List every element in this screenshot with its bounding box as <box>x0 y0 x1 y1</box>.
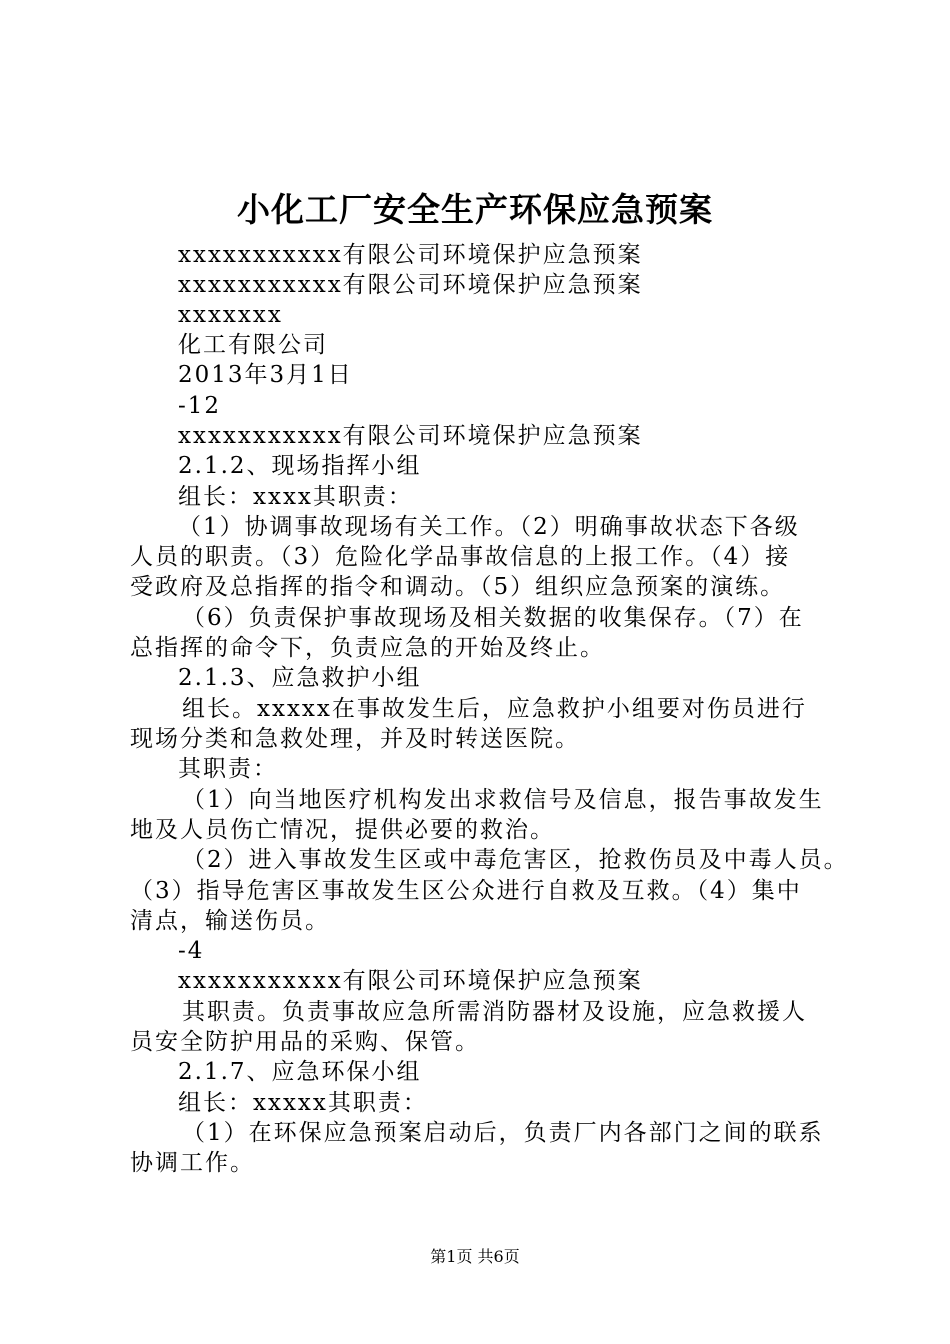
text-line: 组长。xxxxx在事故发生后，应急救护小组要对伤员进行 <box>182 696 807 722</box>
text-line: 组长：xxxx其职责： <box>178 484 413 510</box>
text-line: -4 <box>178 938 205 964</box>
text-line: xxxxxxxxxxx有限公司环境保护应急预案 <box>178 423 643 449</box>
text-line: （1）协调事故现场有关工作。（2）明确事故状态下各级 <box>178 514 800 540</box>
text-line: 受政府及总指挥的指令和调动。（5）组织应急预案的演练。 <box>130 574 786 600</box>
text-line: xxxxxxxxxxx有限公司环境保护应急预案 <box>178 272 643 298</box>
text-line: 总指挥的命令下，负责应急的开始及终止。 <box>130 635 605 661</box>
text-line: 员安全防护用品的采购、保管。 <box>130 1029 480 1055</box>
section-heading: 2.1.3、应急救护小组 <box>178 665 422 691</box>
text-line: 其职责。负责事故应急所需消防器材及设施，应急救援人 <box>182 999 807 1025</box>
text-line: xxxxxxx <box>178 302 283 328</box>
text-line: 清点，输送伤员。 <box>130 908 330 934</box>
text-line: （6）负责保护事故现场及相关数据的收集保存。（7）在 <box>182 605 804 631</box>
text-line: 组长：xxxxx其职责： <box>178 1090 428 1116</box>
text-line: -12 <box>178 393 222 419</box>
section-heading: 2.1.2、现场指挥小组 <box>178 453 422 479</box>
text-line: 地及人员伤亡情况，提供必要的救治。 <box>130 817 555 843</box>
text-line: 其职责： <box>178 756 278 782</box>
text-line: 人员的职责。（3）危险化学品事故信息的上报工作。（4）接 <box>130 544 791 570</box>
text-line: 现场分类和急救处理，并及时转送医院。 <box>130 726 580 752</box>
page-footer: 第1页 共6页 <box>430 1247 520 1266</box>
text-line: 化工有限公司 <box>178 332 328 358</box>
text-line: （1）在环保应急预案启动后，负责厂内各部门之间的联系 <box>182 1120 824 1146</box>
text-line: （1）向当地医疗机构发出求救信号及信息，报告事故发生 <box>182 787 824 813</box>
text-line: xxxxxxxxxxx有限公司环境保护应急预案 <box>178 968 643 994</box>
text-line: 协调工作。 <box>130 1150 255 1176</box>
document-title: 小化工厂安全生产环保应急预案 <box>237 190 713 229</box>
text-line: （3）指导危害区事故发生区公众进行自救及互救。（4）集中 <box>130 878 802 904</box>
text-line: xxxxxxxxxxx有限公司环境保护应急预案 <box>178 242 643 268</box>
text-line: 2013年3月1日 <box>178 362 353 388</box>
text-line: （2）进入事故发生区或中毒危害区，抢救伤员及中毒人员。 <box>182 847 849 873</box>
section-heading: 2.1.7、应急环保小组 <box>178 1059 422 1085</box>
